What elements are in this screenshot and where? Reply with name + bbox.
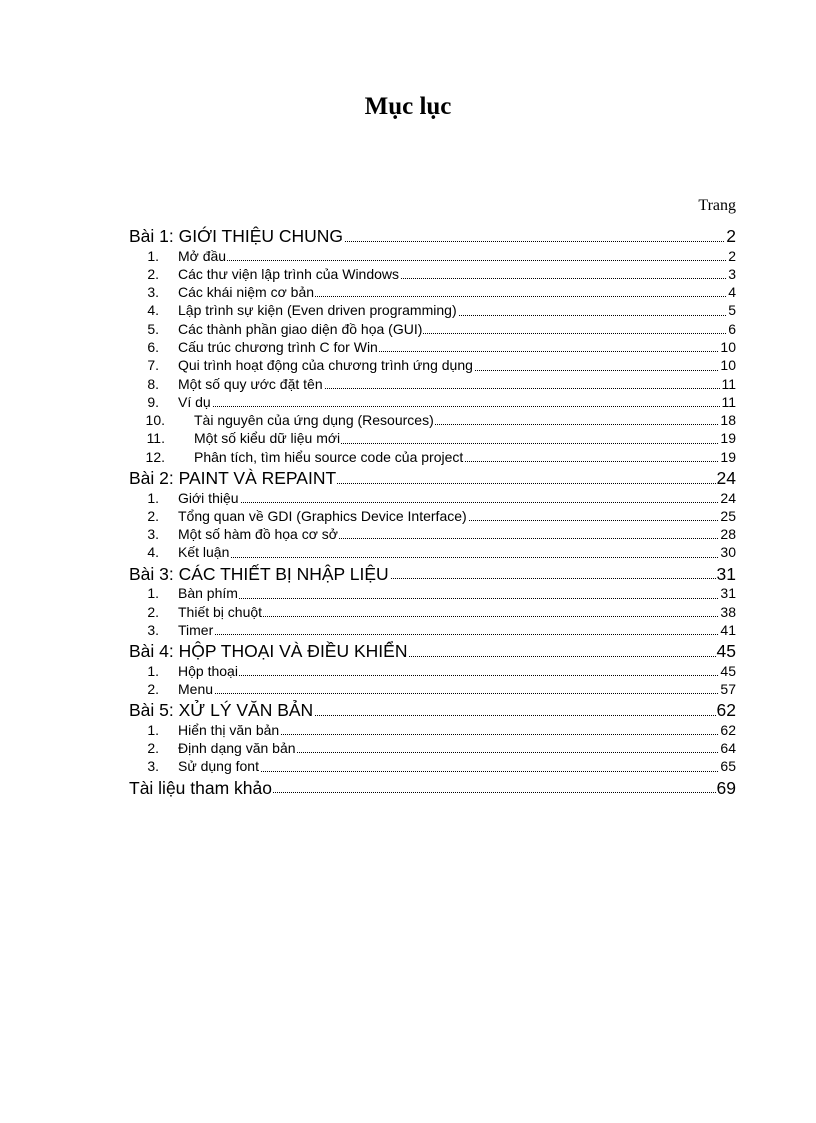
toc-page-number: 31 xyxy=(716,563,736,584)
toc-section-entry[interactable] xyxy=(129,429,736,447)
toc-section-entry[interactable] xyxy=(129,411,736,429)
toc-chapter-entry[interactable] xyxy=(129,224,736,247)
toc-page-number: 31 xyxy=(720,585,736,602)
toc-section-number: 3. xyxy=(147,526,159,543)
toc-page-number: 62 xyxy=(720,721,736,738)
toc-section-number: 1. xyxy=(147,721,159,738)
toc-section-title: Sử dụng font xyxy=(178,758,259,775)
toc-page-number: 11 xyxy=(721,375,736,392)
toc-section-entry[interactable] xyxy=(129,489,736,507)
toc-section-title: Timer xyxy=(178,621,214,638)
toc-section-entry[interactable] xyxy=(129,338,736,356)
toc-section-title: Mở đầu xyxy=(178,247,227,264)
toc-page-number: 18 xyxy=(720,412,736,429)
toc-page-number: 28 xyxy=(720,526,736,543)
toc-section-title: Phân tích, tìm hiểu source code của project xyxy=(194,448,464,465)
toc-section-entry[interactable] xyxy=(129,393,736,411)
toc-section-number: 1. xyxy=(147,585,159,602)
toc-section-number: 1. xyxy=(147,489,159,506)
toc-chapter-entry[interactable] xyxy=(129,776,736,799)
toc-section-entry[interactable] xyxy=(129,283,736,301)
dot-leader xyxy=(129,693,736,694)
toc-chapter-entry[interactable] xyxy=(129,639,736,662)
toc-page-number: 41 xyxy=(720,621,736,638)
toc-chapter-title: Tài liệu tham khảo xyxy=(129,777,272,798)
toc-page-number: 6 xyxy=(728,320,736,337)
toc-section-number: 4. xyxy=(147,302,159,319)
toc-section-entry[interactable] xyxy=(129,301,736,319)
toc-section-number: 10. xyxy=(145,412,165,429)
toc-section-number: 2. xyxy=(147,740,159,757)
toc-section-number: 2. xyxy=(147,265,159,282)
toc-section-title: Tài nguyên của ứng dụng (Resources) xyxy=(194,412,434,429)
toc-section-entry[interactable] xyxy=(129,739,736,757)
toc-section-entry[interactable] xyxy=(129,247,736,265)
toc-section-number: 5. xyxy=(147,320,159,337)
toc-page-number: 57 xyxy=(720,680,736,697)
toc-section-title: Các thư viện lập trình của Windows xyxy=(178,265,400,282)
toc-section-entry[interactable] xyxy=(129,543,736,561)
table-of-contents xyxy=(129,224,736,798)
toc-section-number: 9. xyxy=(147,393,159,410)
toc-chapter-title: Bài 5: XỬ LÝ VĂN BẢN xyxy=(129,700,314,721)
toc-page-number: 11 xyxy=(721,393,736,410)
toc-section-number: 7. xyxy=(147,357,159,374)
toc-section-entry[interactable] xyxy=(129,584,736,602)
toc-section-number: 2. xyxy=(147,603,159,620)
toc-section-title: Hiển thị văn bản xyxy=(178,721,280,738)
dot-leader xyxy=(129,634,736,635)
toc-page-number: 38 xyxy=(720,603,736,620)
toc-page-number: 19 xyxy=(720,430,736,447)
toc-section-title: Tổng quan về GDI (Graphics Device Interface) xyxy=(178,507,467,524)
toc-section-entry[interactable] xyxy=(129,757,736,775)
toc-page-number: 45 xyxy=(716,641,736,662)
toc-section-entry[interactable] xyxy=(129,680,736,698)
toc-page-number: 10 xyxy=(720,357,736,374)
toc-section-entry[interactable] xyxy=(129,448,736,466)
toc-section-entry[interactable] xyxy=(129,356,736,374)
toc-section-number: 2. xyxy=(147,507,159,524)
toc-section-title: Định dạng văn bản xyxy=(178,740,296,757)
page-title: Mục lục xyxy=(364,93,452,120)
toc-page-number: 64 xyxy=(720,740,736,757)
toc-page-number: 69 xyxy=(716,777,736,798)
page-column-header: Trang xyxy=(698,197,736,214)
toc-chapter-title: Bài 2: PAINT VÀ REPAINT xyxy=(129,468,337,489)
toc-section-number: 4. xyxy=(147,544,159,561)
toc-section-title: Một số hàm đồ họa cơ sở xyxy=(178,526,338,543)
toc-page-number: 2 xyxy=(726,226,736,246)
toc-section-title: Các thành phần giao diện đồ họa (GUI) xyxy=(178,320,423,337)
toc-section-number: 8. xyxy=(147,375,159,392)
toc-section-number: 12. xyxy=(145,448,165,465)
toc-page-number: 30 xyxy=(720,544,736,561)
toc-section-entry[interactable] xyxy=(129,265,736,283)
toc-page-number: 2 xyxy=(728,247,736,264)
toc-section-number: 3. xyxy=(147,284,159,301)
toc-section-title: Cấu trúc chương trình C for Win xyxy=(178,338,378,355)
toc-section-number: 3. xyxy=(147,621,159,638)
toc-chapter-entry[interactable] xyxy=(129,698,736,721)
toc-section-title: Qui trình hoạt động của chương trình ứng dụng xyxy=(178,357,473,374)
toc-page-number: 4 xyxy=(728,284,736,301)
toc-section-title: Thiết bị chuột xyxy=(178,603,263,620)
toc-chapter-entry[interactable] xyxy=(129,562,736,585)
toc-section-number: 6. xyxy=(147,338,159,355)
toc-section-title: Menu xyxy=(178,680,214,697)
toc-section-title: Bàn phím xyxy=(178,585,238,602)
toc-section-title: Các khái niệm cơ bản xyxy=(178,284,315,301)
toc-page-number: 24 xyxy=(720,489,736,506)
toc-chapter-title: Bài 3: CÁC THIẾT BỊ NHẬP LIỆU xyxy=(129,563,389,584)
toc-page-number: 62 xyxy=(716,700,736,721)
toc-page-number: 5 xyxy=(728,302,736,319)
toc-chapter-title: Bài 4: HỘP THOẠI VÀ ĐIỀU KHIỂN xyxy=(129,641,408,662)
toc-section-entry[interactable] xyxy=(129,603,736,621)
toc-page-number: 65 xyxy=(720,758,736,775)
toc-section-entry[interactable] xyxy=(129,621,736,639)
toc-chapter-entry[interactable] xyxy=(129,466,736,489)
toc-section-title: Kết luận xyxy=(178,544,230,561)
toc-chapter-title: Bài 1: GIỚI THIỆU CHUNG xyxy=(129,226,344,246)
toc-section-number: 1. xyxy=(147,247,159,264)
toc-section-number: 2. xyxy=(147,680,159,697)
toc-page-number: 24 xyxy=(716,468,736,489)
toc-section-entry[interactable] xyxy=(129,320,736,338)
toc-section-entry[interactable] xyxy=(129,721,736,739)
toc-section-title: Giới thiệu xyxy=(178,489,239,506)
toc-page-number: 3 xyxy=(728,265,736,282)
toc-section-title: Một số quy ước đặt tên xyxy=(178,375,323,392)
toc-section-entry[interactable] xyxy=(129,525,736,543)
toc-section-title: Ví dụ xyxy=(178,393,211,410)
dot-leader xyxy=(129,406,736,407)
toc-section-number: 3. xyxy=(147,758,159,775)
toc-section-entry[interactable] xyxy=(129,662,736,680)
toc-page-number: 25 xyxy=(720,507,736,524)
toc-section-title: Lập trình sự kiện (Even driven programming) xyxy=(178,302,457,319)
toc-section-title: Một số kiểu dữ liệu mới xyxy=(194,430,341,447)
toc-section-number: 1. xyxy=(147,662,159,679)
toc-section-entry[interactable] xyxy=(129,375,736,393)
toc-page-number: 45 xyxy=(720,662,736,679)
toc-section-title: Hộp thoại xyxy=(178,662,238,679)
toc-page-number: 19 xyxy=(720,448,736,465)
toc-section-number: 11. xyxy=(146,430,165,447)
toc-section-entry[interactable] xyxy=(129,507,736,525)
toc-page-number: 10 xyxy=(720,338,736,355)
